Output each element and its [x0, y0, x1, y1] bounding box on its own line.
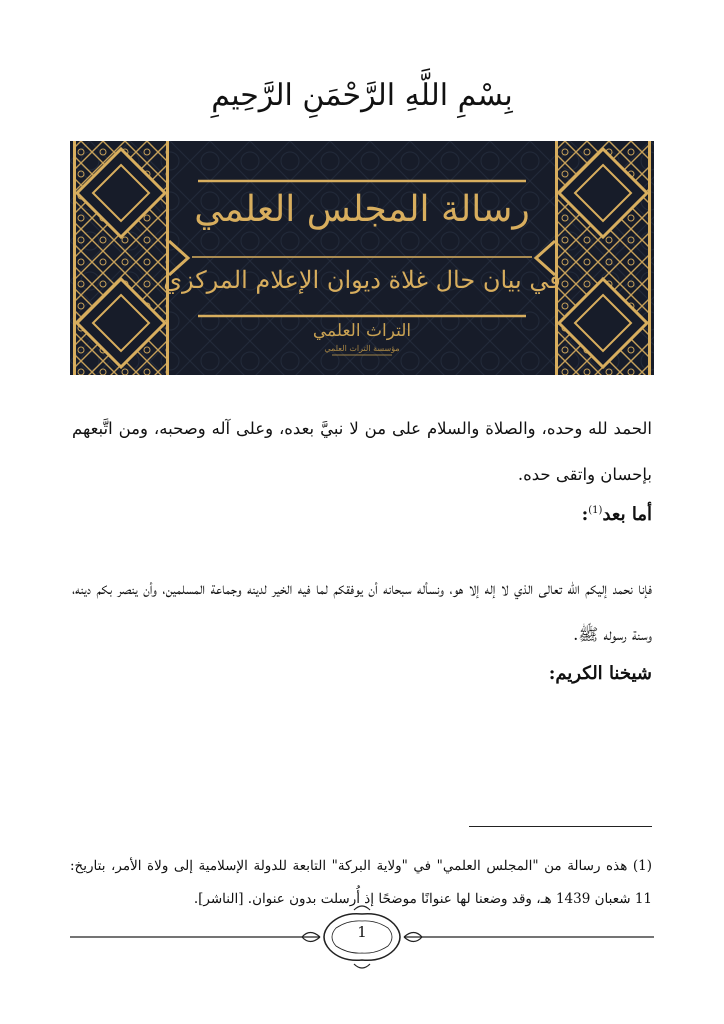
heading-colon: :: [581, 504, 589, 525]
publisher-logo-subtext: مؤسسة التراث العلمي: [324, 344, 400, 353]
intro-paragraph: الحمد لله وحده، والصلاة والسلام على من لا نبيَّ بعده، وعلى آله وصحبه، ومن اتَّبعهم بإحسان واتقى حده.: [72, 418, 652, 484]
section-heading-amma-baad: [582, 494, 652, 532]
basmala-heading: بِسْمِ اللَّهِ الرَّحْمَنِ الرَّحِيمِ: [211, 78, 513, 113]
banner-title: رسالة المجلس العلمي: [194, 189, 530, 230]
publisher-logo: التراث العلمي: [312, 321, 412, 341]
page-number: 1: [357, 923, 367, 941]
footnote: (1) هذه رسالة من "المجلس العلمي" في "ولاية البركة" التابعة للدولة الإسلامية إلى ولاة الأمر، بتاريخ: 11 شعبان 1439 هـ، وقد وضعنا لها عنوانًا موضحًا إذ أُرسلت بدون عنوان. [الناشر].: [70, 857, 652, 907]
footnote-reference[interactable]: (1): [588, 505, 603, 516]
banner-subtitle: في بيان حال غلاة ديوان الإعلام المركزي: [163, 266, 561, 294]
section-heading-shaykh: شيخنا الكريم:: [548, 663, 652, 684]
heading-text: أما بعد: [602, 504, 652, 525]
footnote-separator: [469, 826, 652, 827]
body-paragraph: فإنا نحمد إليكم الله تعالى الذي لا إله إلا هو، ونسأله سبحانه أن يوفقكم لما فيه الخير لدينه وجماعة المسلمين، وأن ينصر بكم دينه، وسنة رسوله ﷺ.: [72, 578, 652, 644]
